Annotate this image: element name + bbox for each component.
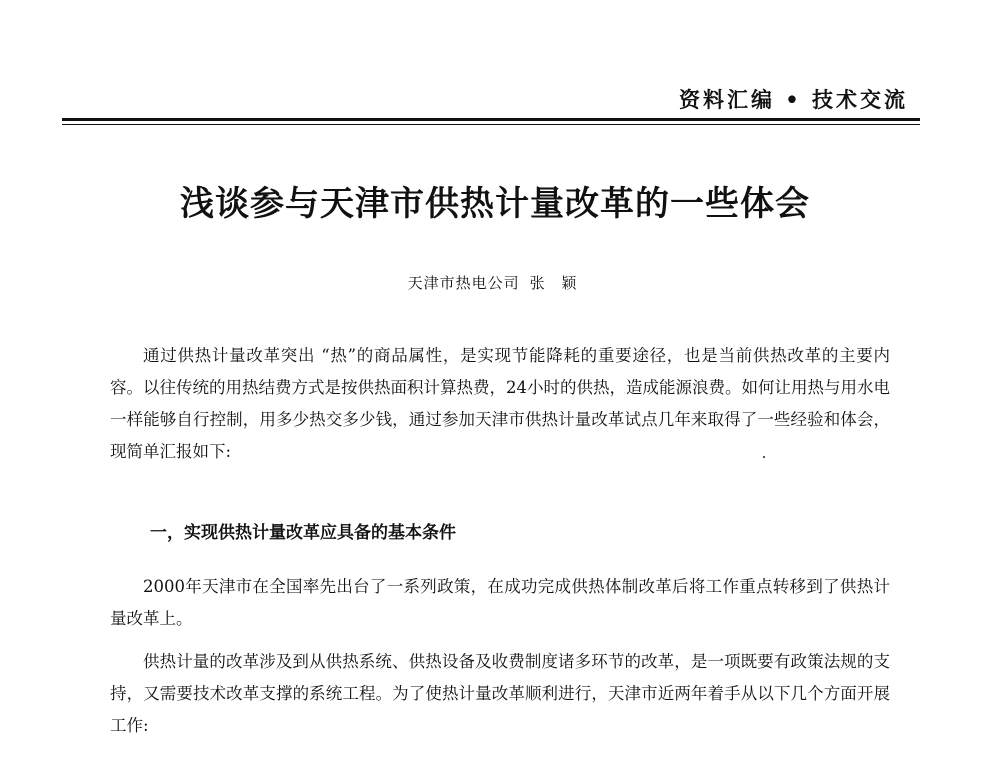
author-affiliation: 天津市热电公司 — [407, 274, 520, 292]
scan-speck — [763, 456, 765, 458]
section-paragraph: 供热计量的改革涉及到从供热系统、供热设备及收费制度诸多环节的改革，是一项既要有政策法规的支持，又需要技术改革支撑的系统工程。为了使热计量改革顺利进行，天津市近两年着手从以下几个方面开展工作: — [110, 652, 890, 735]
byline — [0, 272, 990, 293]
running-head: 资料汇编 • 技术交流 — [678, 87, 908, 112]
intro-paragraph: 通过供热计量改革突出 “热”的商品属性，是实现节能降耗的重要途径，也是当前供热改革的主要内容。以往传统的用热结费方式是按供热面积计算热费，24小时的供热，造成能源浪费。如何让用热与用水电一样能够自行控制，用多少热交多少钱，通过参加天津市供热计量改革试点几年来取得了一些经验和体会，现简单汇报如下: — [110, 346, 890, 461]
section-paragraph: 2000年天津市在全国率先出台了一系列政策，在成功完成供热体制改革后将工作重点转移到了供热计量改革上。 — [110, 577, 890, 628]
header-rule-thin — [62, 124, 920, 125]
header-rule-thick — [62, 118, 920, 121]
article-title: 浅谈参与天津市供热计量改革的一些体会 — [180, 184, 810, 224]
section-heading: 一，实现供热计量改革应具备的基本条件 — [150, 523, 456, 543]
author-name: 张 颖 — [529, 274, 583, 292]
